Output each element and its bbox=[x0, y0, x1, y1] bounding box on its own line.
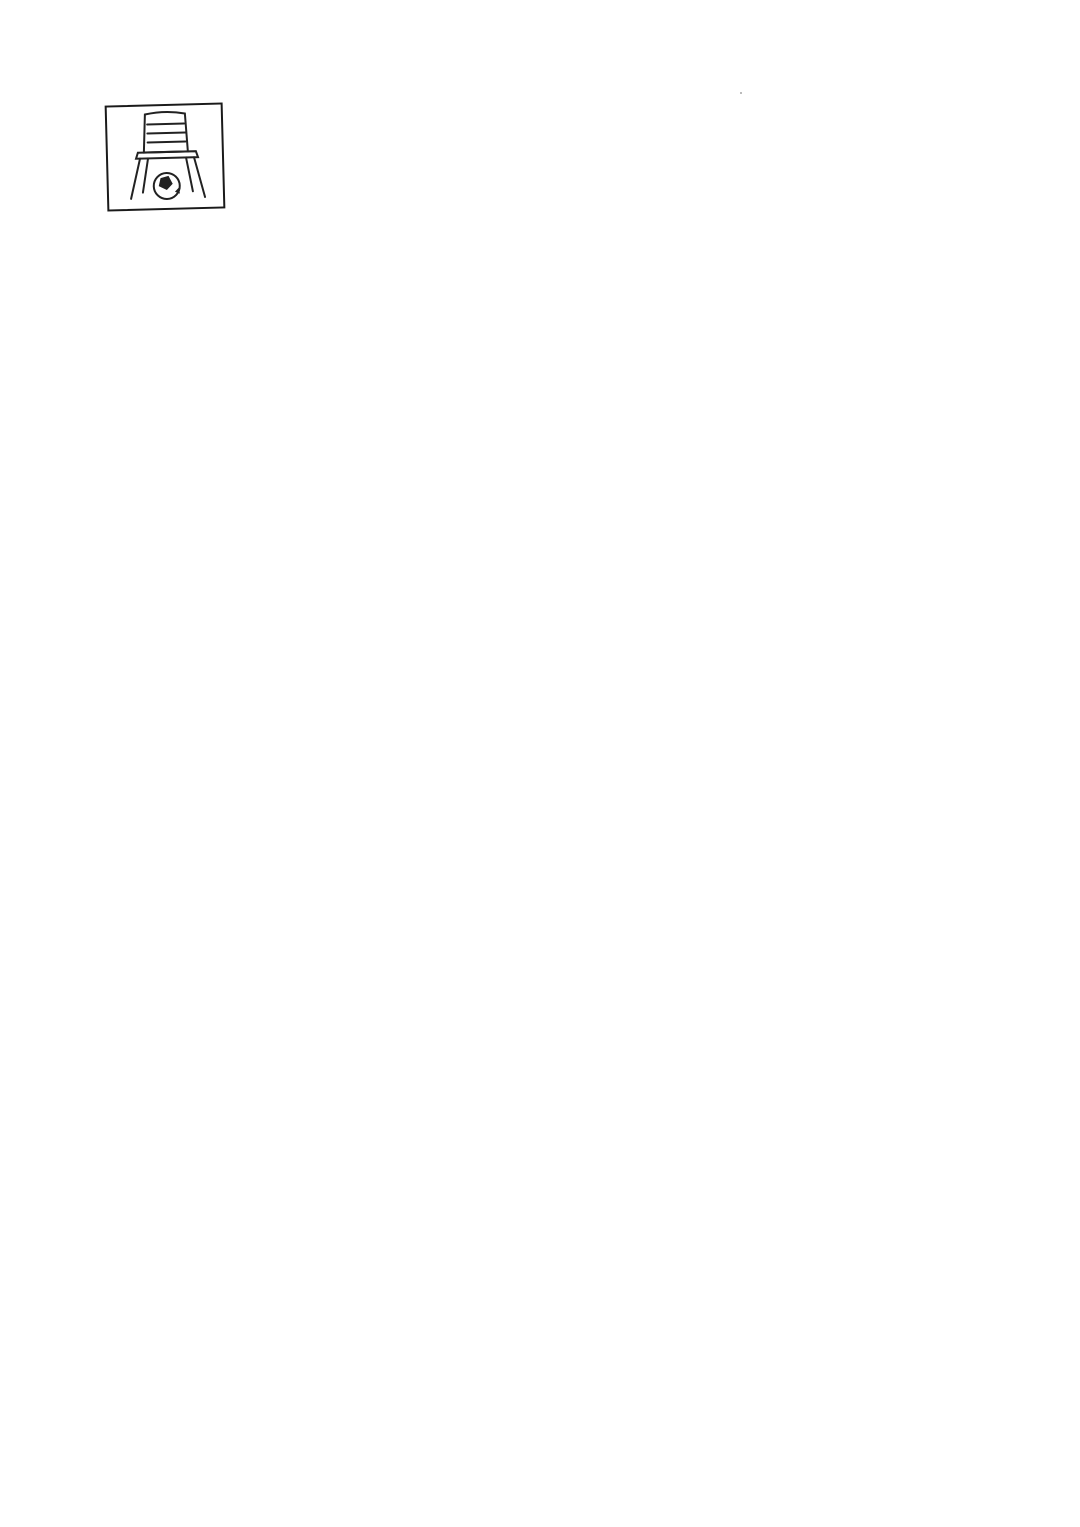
chair-under-ball-illustration bbox=[107, 105, 224, 210]
soccer-ball-icon bbox=[153, 173, 180, 200]
scan-speck bbox=[740, 92, 742, 94]
chair-ball-figure bbox=[105, 102, 226, 211]
